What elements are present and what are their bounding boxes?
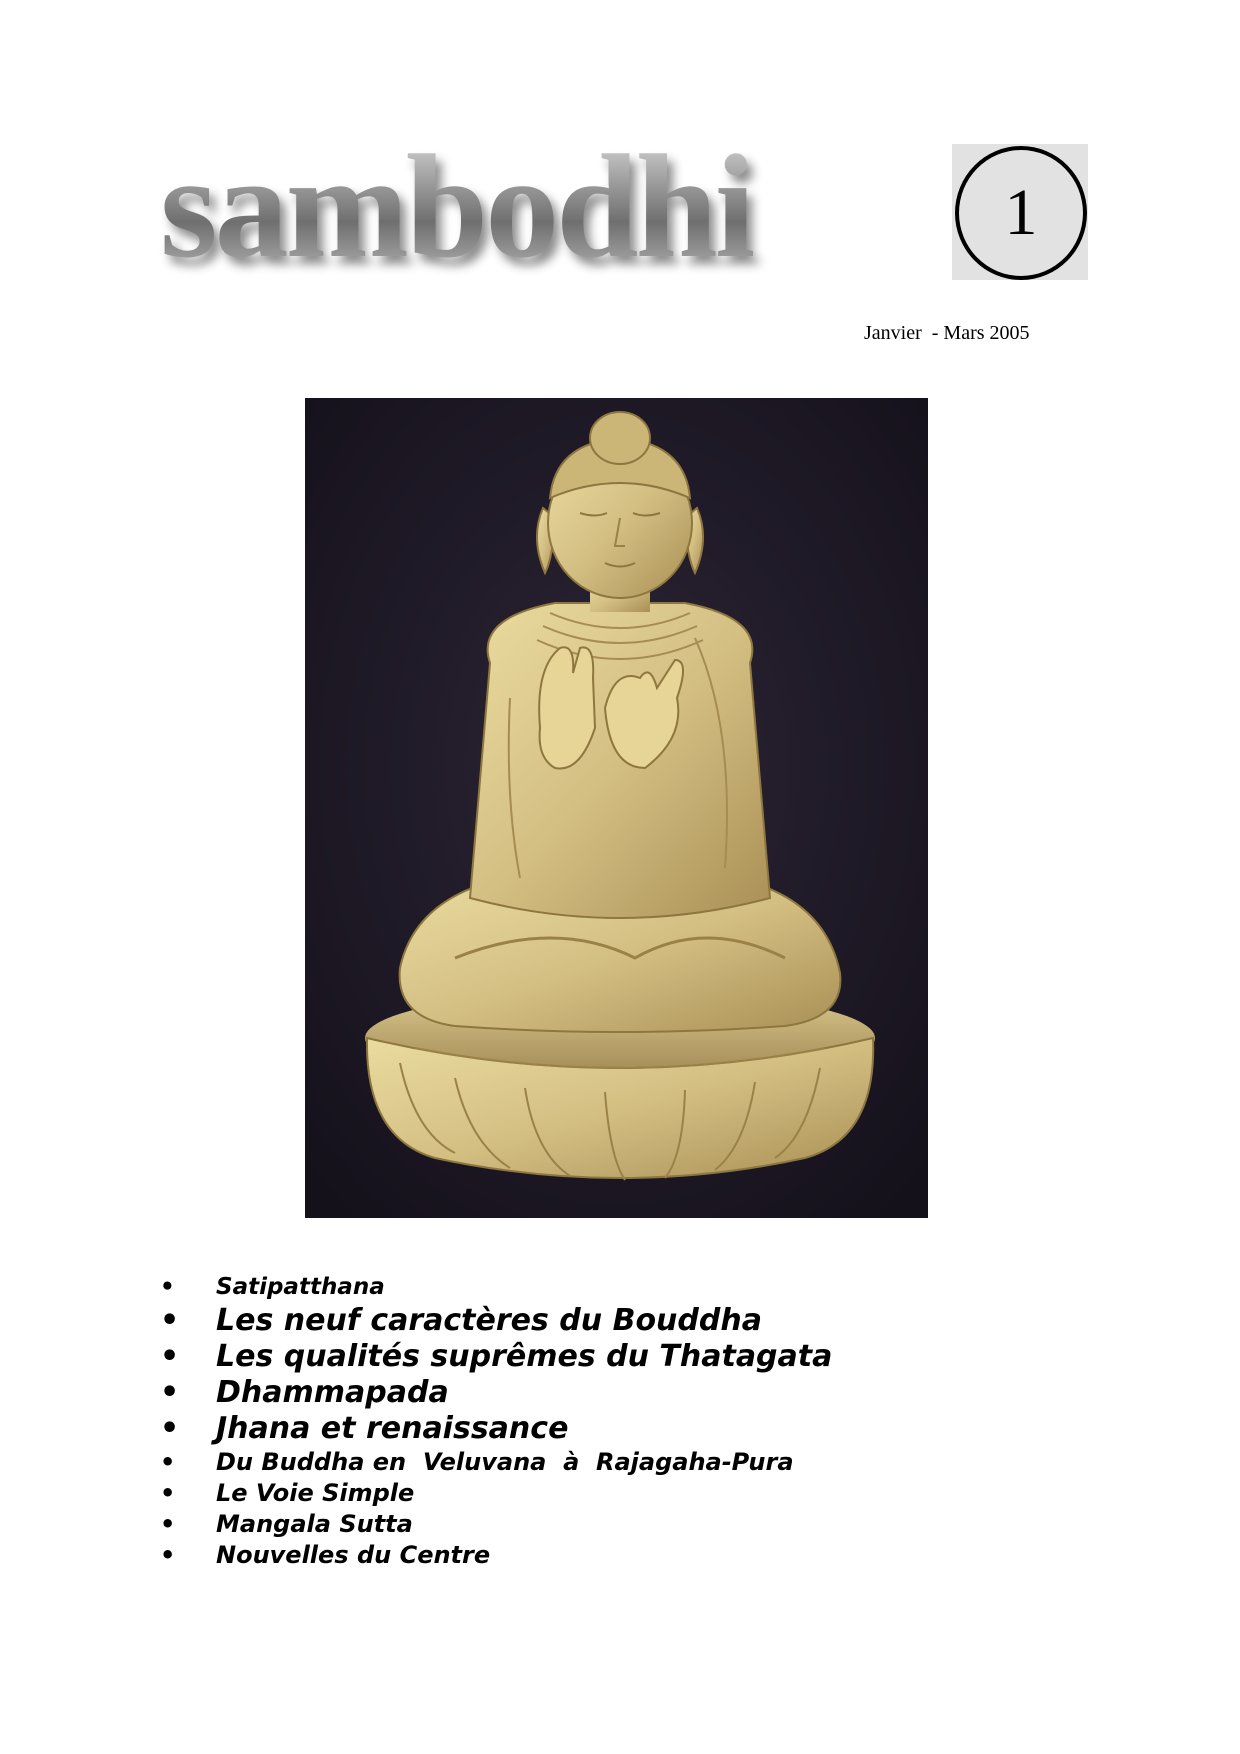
toc-item	[160, 1509, 1080, 1540]
toc-item-label: Dhammapada	[216, 1375, 449, 1410]
bullet-icon: •	[160, 1510, 176, 1538]
toc-item	[160, 1411, 1080, 1447]
toc-item-label: Les neuf caractères du Bouddha	[216, 1303, 762, 1338]
issue-date: Janvier - Mars 2005	[864, 322, 1030, 344]
masthead	[160, 125, 820, 292]
bullet-icon: •	[160, 1274, 175, 1300]
magazine-title: sambodhi	[160, 125, 753, 289]
toc-item	[160, 1447, 1080, 1478]
toc-item	[160, 1303, 1080, 1339]
toc-item-label: Du Buddha en Veluvana à Rajagaha-Pura	[216, 1448, 794, 1476]
issue-number-badge	[952, 144, 1088, 280]
bullet-icon: •	[160, 1448, 176, 1476]
cover-photo	[305, 398, 928, 1218]
toc-item	[160, 1375, 1080, 1411]
bullet-icon: •	[160, 1541, 176, 1569]
toc-item-label: Satipatthana	[216, 1274, 385, 1300]
toc-item-label: Nouvelles du Centre	[216, 1541, 491, 1569]
toc-item	[160, 1272, 1080, 1303]
toc-item-label: Le Voie Simple	[216, 1479, 415, 1507]
toc-item-label: Jhana et renaissance	[216, 1411, 569, 1446]
bullet-icon: •	[160, 1375, 180, 1410]
toc-item-label: Mangala Sutta	[216, 1510, 413, 1538]
toc-item	[160, 1478, 1080, 1509]
bullet-icon: •	[160, 1339, 180, 1374]
bullet-icon: •	[160, 1411, 180, 1446]
bullet-icon: •	[160, 1303, 180, 1338]
toc-item	[160, 1540, 1080, 1571]
table-of-contents	[160, 1272, 1080, 1571]
toc-item-label: Les qualités suprêmes du Thatagata	[216, 1339, 833, 1374]
buddha-statue-icon	[305, 398, 928, 1218]
toc-item	[160, 1339, 1080, 1375]
issue-number: 1	[955, 146, 1087, 280]
bullet-icon: •	[160, 1479, 176, 1507]
